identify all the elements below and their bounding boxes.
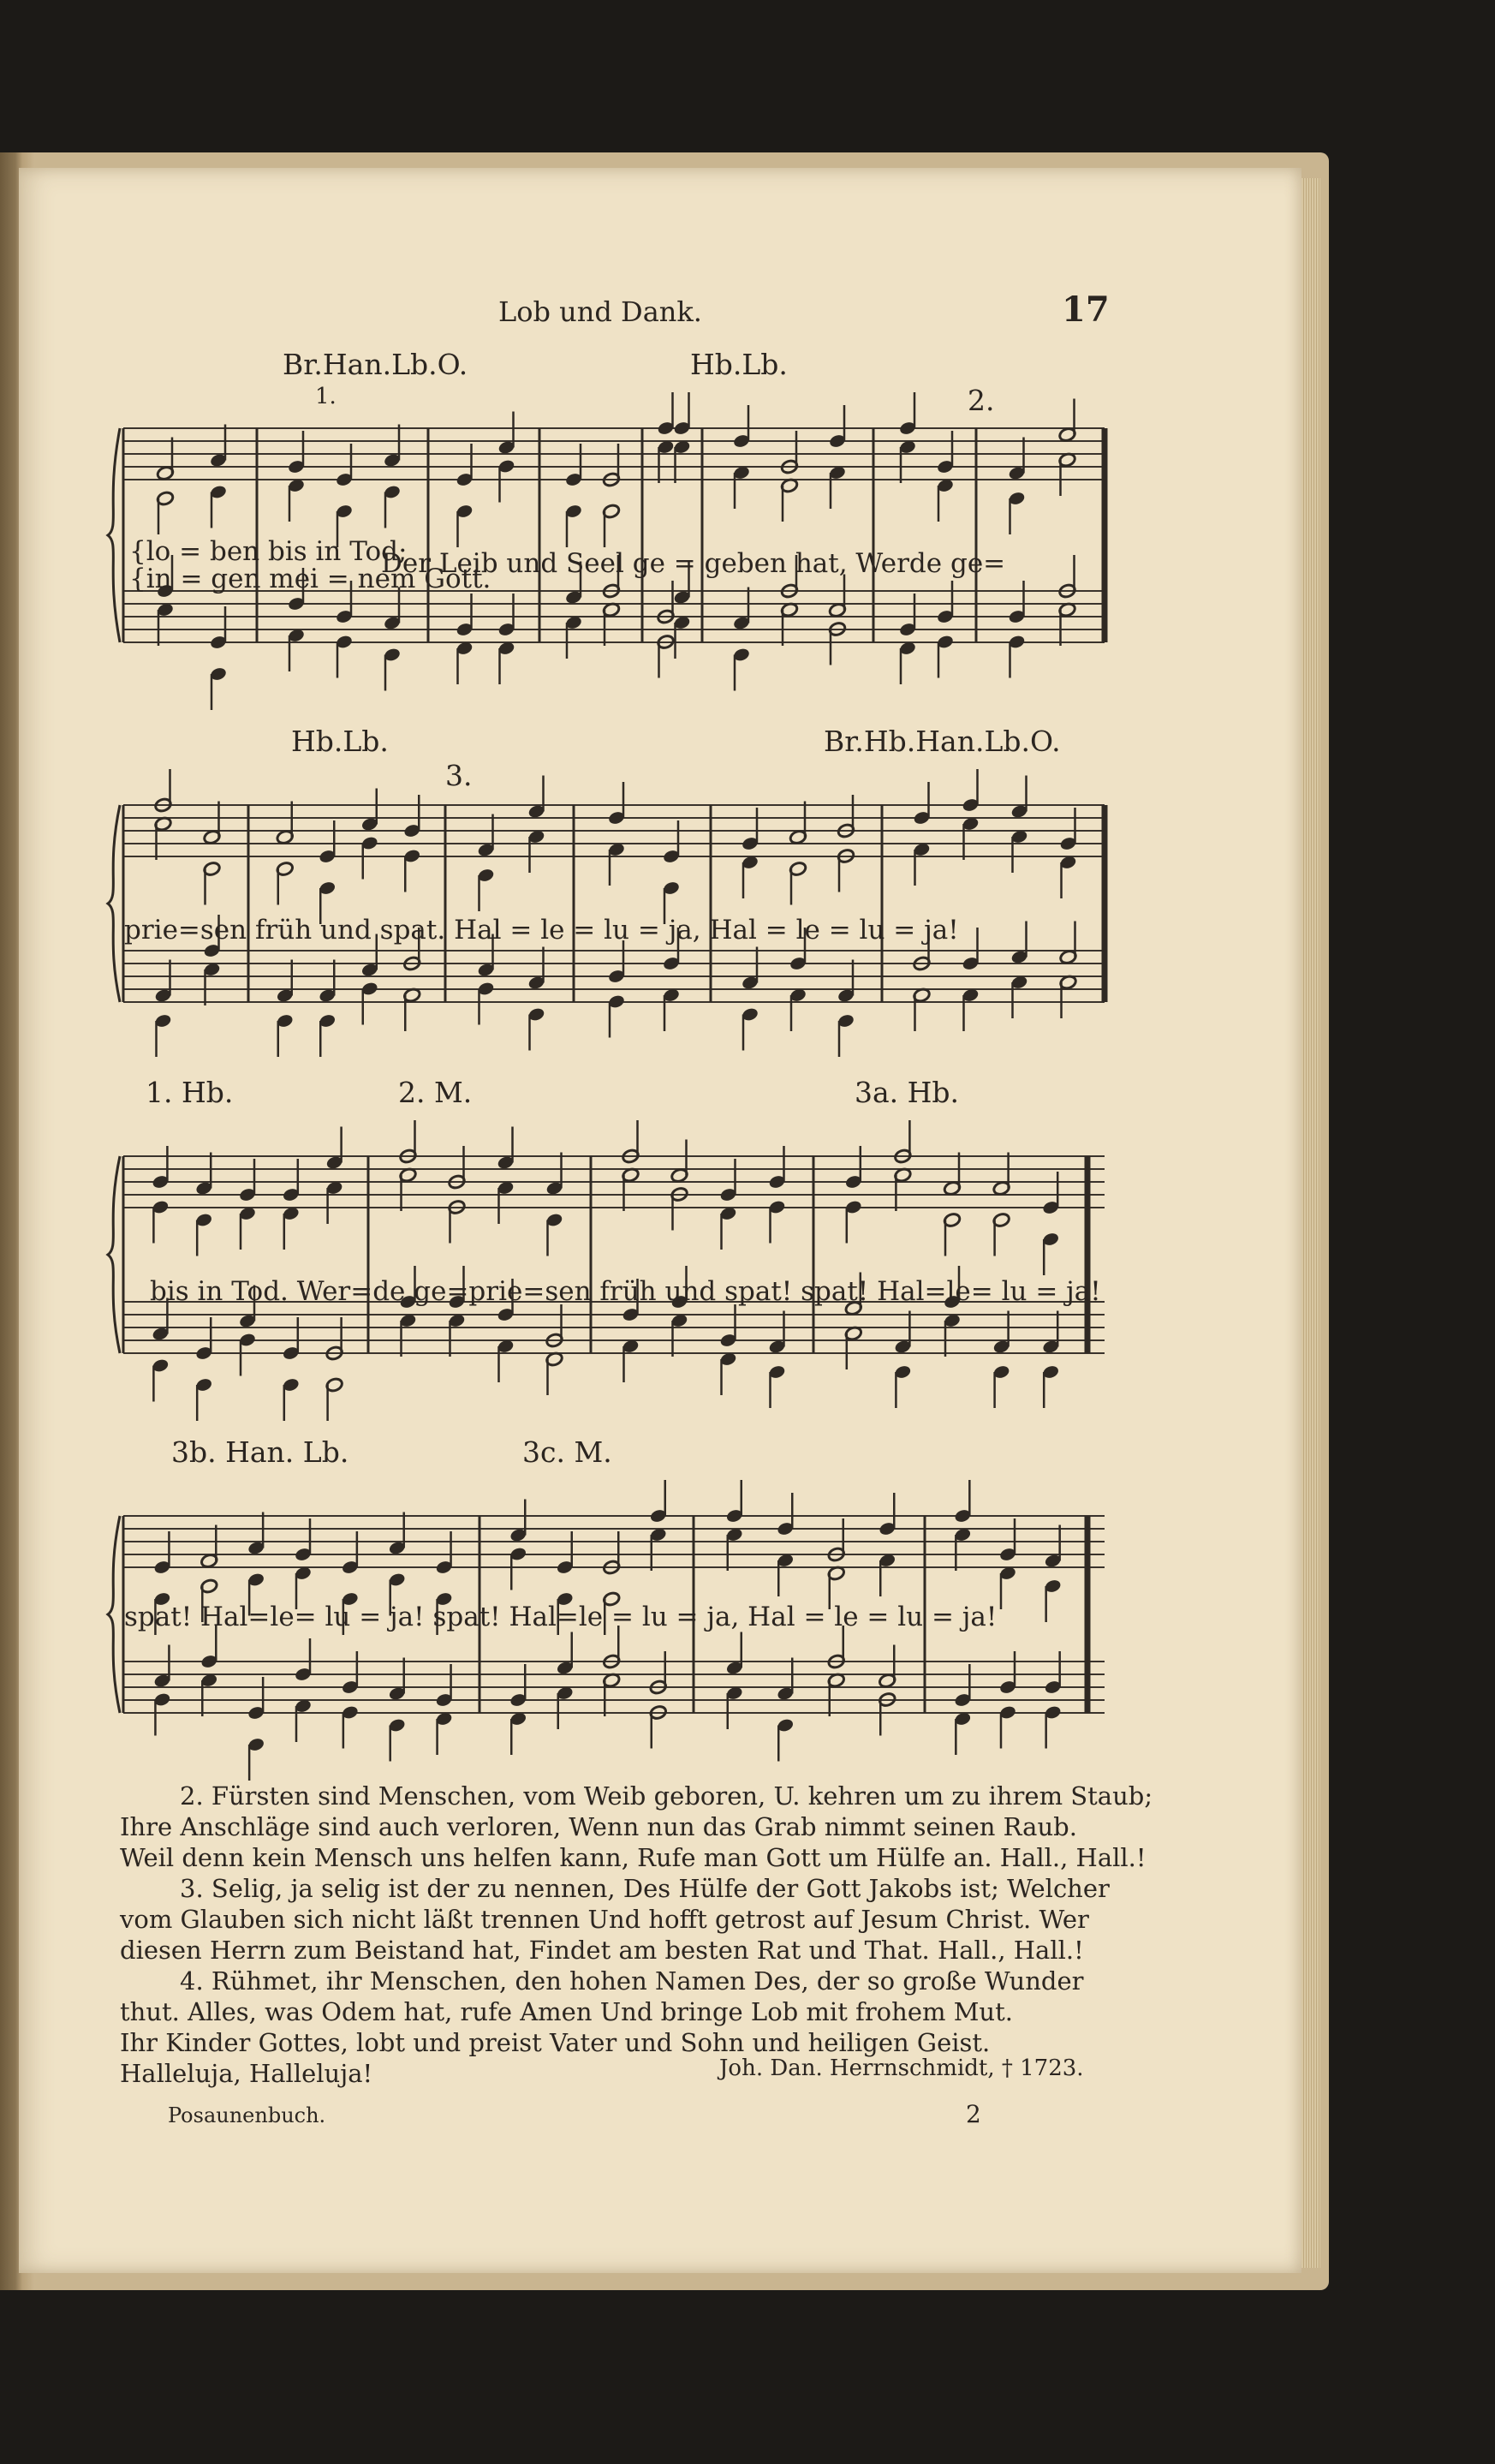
music-system-2 xyxy=(111,788,1113,1131)
page-number: 17 xyxy=(1062,289,1110,330)
attribution: Joh. Dan. Herrnschmidt, † 1723. xyxy=(719,2055,1084,2081)
lyric-line: {lo = ben bis in Tod; xyxy=(129,536,408,567)
voice-label: 2. xyxy=(968,384,995,417)
music-system-4 xyxy=(111,1499,1113,1824)
verse-line: thut. Alles, was Odem hat, rufe Amen Und bringe Lob mit frohem Mut. xyxy=(120,1997,1013,2026)
verse-line: 4. Rühmet, ihr Menschen, den hohen Namen Des, der so große Wunder xyxy=(180,1966,1084,1996)
verse-line: diesen Herrn zum Beistand hat, Findet am besten Rat und That. Hall., Hall.! xyxy=(120,1936,1084,1965)
music-system-3 xyxy=(111,1139,1113,1482)
lyric-line: prie=sen früh und spat. Hal = le = lu = ja, Hal = le = lu = ja! xyxy=(124,915,959,946)
verse-line: Ihr Kinder Gottes, lobt und preist Vater und Sohn und heiligen Geist. xyxy=(120,2028,991,2057)
voice-label: 3. xyxy=(445,759,473,792)
voice-label: 3c. M. xyxy=(522,1435,612,1469)
lyric-line: Der Leib und Seel ge = geben hat, Werde ge= xyxy=(381,548,1006,579)
verse-line: vom Glauben sich nicht läßt trennen Und hofft getrost auf Jesum Christ. Wer xyxy=(120,1905,1089,1934)
verse-line: Halleluja, Halleluja! xyxy=(120,2059,373,2088)
lyric-line: bis in Tod. Wer=de ge=prie=sen früh und spat! spat! Hal=le= lu = ja! xyxy=(150,1276,1101,1307)
lyric-line: {in = gen mei = nem Gott. xyxy=(129,564,491,594)
running-title: Lob und Dank. xyxy=(498,295,702,328)
verse-line: Weil denn kein Mensch uns helfen kann, Rufe man Gott um Hülfe an. Hall., Hall.! xyxy=(120,1843,1147,1872)
verse-line: 2. Fürsten sind Menschen, vom Weib geboren, U. kehren um zu ihrem Staub; xyxy=(180,1781,1153,1811)
voice-label: Hb.Lb. xyxy=(690,348,788,381)
page-edges xyxy=(1301,178,1320,2268)
lyric-line: spat! Hal=le= lu = ja! spat! Hal=le = lu = ja, Hal = le = lu = ja! xyxy=(124,1602,998,1632)
voice-label: 2. M. xyxy=(398,1076,473,1109)
footer-title: Posaunenbuch. xyxy=(168,2103,326,2127)
verse-line: 3. Selig, ja selig ist der zu nennen, Des Hülfe der Gott Jakobs ist; Welcher xyxy=(180,1874,1110,1903)
voice-label: Br.Hb.Han.Lb.O. xyxy=(824,725,1061,758)
voice-label: Br.Han.Lb.O. xyxy=(283,348,468,381)
signature-mark: 2 xyxy=(966,2100,981,2128)
voice-label: 3b. Han. Lb. xyxy=(171,1435,349,1469)
voice-label: 1. Hb. xyxy=(146,1076,234,1109)
voice-label: 3a. Hb. xyxy=(855,1076,960,1109)
verse-line: Ihre Anschläge sind auch verloren, Wenn nun das Grab nimmt seinen Raub. xyxy=(120,1812,1077,1841)
voice-label: Hb.Lb. xyxy=(291,725,389,758)
voice-label: 1. xyxy=(315,384,337,409)
